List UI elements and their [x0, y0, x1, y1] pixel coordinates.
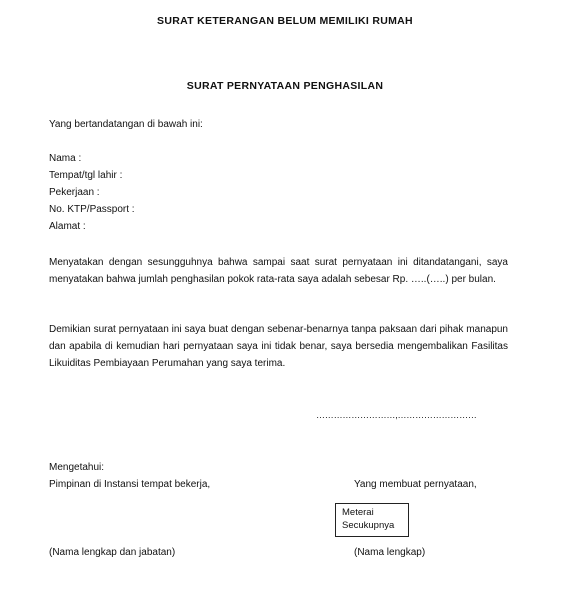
acknowledged-label: Mengetahui:: [49, 462, 105, 473]
stamp-box: [335, 503, 409, 537]
right-signer-role: Yang membuat pernyataan,: [354, 479, 477, 490]
field-id-label: No. KTP/Passport :: [49, 204, 135, 215]
left-signer-role: Pimpinan di Instansi tempat bekerja,: [49, 479, 211, 490]
document-subtitle: SURAT PERNYATAAN PENGHASILAN: [186, 80, 384, 92]
left-signer-name-hint: (Nama lengkap dan jabatan): [49, 547, 176, 558]
stamp-line-2: Secukupnya: [342, 520, 395, 531]
field-address-label: Alamat :: [49, 221, 86, 232]
stamp-line-1: Meterai: [342, 507, 374, 518]
document-title: SURAT KETERANGAN BELUM MEMILIKI RUMAH: [157, 15, 413, 27]
field-birth-label: Tempat/tgl lahir :: [49, 170, 123, 181]
field-name-label: Nama :: [49, 153, 82, 164]
statement-paragraph: Menyatakan dengan sesungguhnya bahwa sampai saat surat pernyataan ini ditandatangani, saya menyatakan bahwa jumlah penghasilan pokok rata-rata saya adalah sebesar Rp. …..(…..) per bulan.: [49, 257, 508, 285]
place-date-line: ………………………,………………………: [316, 410, 477, 420]
field-job-label: Pekerjaan :: [49, 187, 100, 198]
intro-text: Yang bertandatangan di bawah ini:: [49, 119, 203, 130]
closing-paragraph: Demikian surat pernyataan ini saya buat dengan sebenar-benarnya tanpa paksaan dari pihak manapun dan apabila di kemudian hari pernyataan saya ini tidak benar, saya bersedia mengembalikan Fasilitas Likuiditas Pembiayaan Perumahan yang saya terima.: [49, 324, 508, 369]
right-signer-name-hint: (Nama lengkap): [354, 547, 426, 558]
